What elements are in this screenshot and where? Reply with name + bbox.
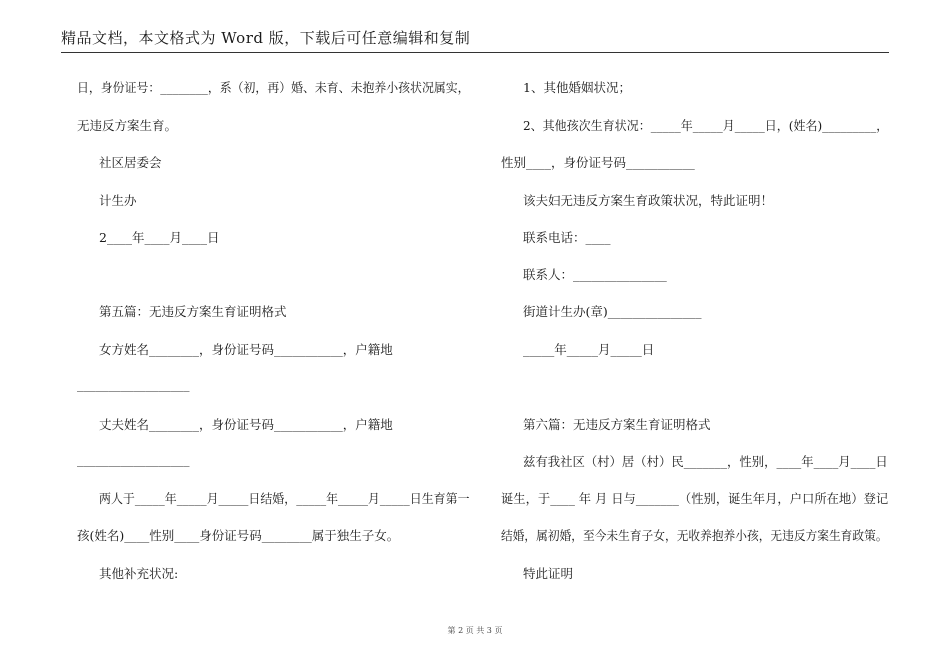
text-line: 联系电话：____ [523,230,611,245]
text-line: 联系人：_______________ [523,267,667,282]
text-line: 街道计生办(章)_______________ [523,304,702,319]
text-line: _____年_____月_____日 [523,342,655,357]
text-line: 两人于_____年_____月_____日结婚，_____年_____月_____日生育第一 [99,491,470,506]
text-line: 无违反方案生育。 [77,118,178,133]
text-line: 社区居委会 [99,155,162,170]
text-line: 性别____，身份证号码___________ [501,155,695,170]
document-header: 精品文档，本文格式为 Word 版，下载后可任意编辑和复制 [61,29,471,47]
text-line: 计生办 [99,193,137,208]
section-heading: 第五篇：无违反方案生育证明格式 [99,304,287,319]
page-number: 第 2 页 共 3 页 [447,626,503,635]
text-line: __________________ [77,377,190,392]
text-line: 1、其他婚姻状况； [523,80,631,95]
text-line: 日，身份证号：________，系（初，再）婚、未育、未抱养小孩状况属实， [77,80,470,95]
text-line: 结婚，属初婚，至今未生育子女，无收养抱养小孩，无违反方案生育政策。 [501,528,888,543]
text-line: 其他补充状况: [99,566,179,581]
text-line: 孩(姓名)____性别____身份证号码________属于独生子女。 [77,528,400,543]
text-line: 丈夫姓名________，身份证号码___________，户籍地 [99,417,393,432]
text-line: 2____年____月____日 [99,230,220,245]
text-line: 该夫妇无违反方案生育政策状况，特此证明！ [523,193,774,208]
text-line: 诞生，于____ 年 月 日与_______（性别，诞生年月，户口所在地）登记 [501,491,889,506]
section-heading: 第六篇：无违反方案生育证明格式 [523,417,711,432]
text-line: 2、其他孩次生育状况：_____年_____月_____日，(姓名)_________， [523,118,889,133]
header-divider [61,52,889,53]
text-line: 女方姓名________，身份证号码___________，户籍地 [99,342,393,357]
text-line: __________________ [77,452,190,467]
text-line: 特此证明 [523,566,574,581]
text-line: 兹有我社区（村）居（村）民_______，性别，____年____月____日 [523,454,888,469]
